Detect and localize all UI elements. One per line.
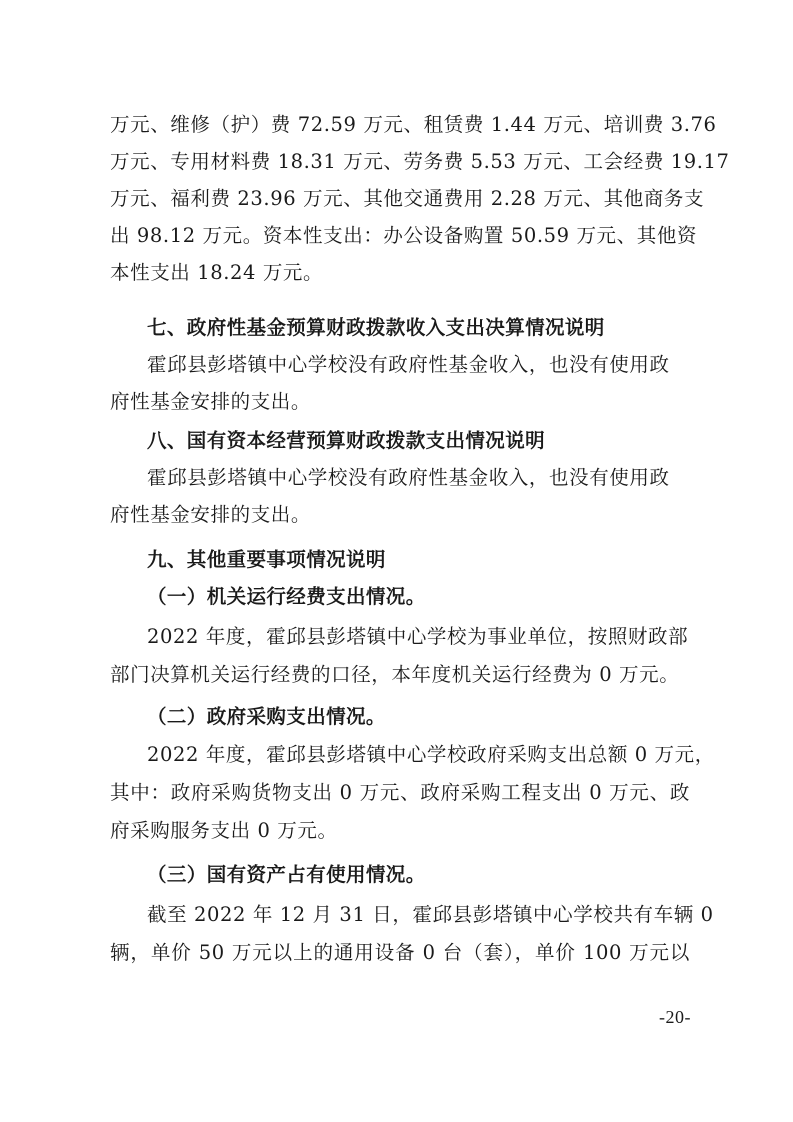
body-text-line: 辆，单价 50 万元以上的通用设备 0 台（套），单价 100 万元以: [110, 941, 690, 964]
body-text-line: 截至 2022 年 12 月 31 日，霍邱县彭塔镇中心学校共有车辆 0: [147, 903, 714, 926]
body-text-line: 府性基金安排的支出。: [110, 390, 312, 413]
subsection-heading-1: （一）机关运行经费支出情况。: [147, 585, 426, 608]
body-text-line: 万元、专用材料费 18.31 万元、劳务费 5.53 万元、工会经费 19.17: [110, 150, 730, 173]
body-text-line: 府采购服务支出 0 万元。: [110, 819, 338, 842]
section-heading-8: 八、国有资本经营预算财政拨款支出情况说明: [147, 429, 546, 452]
body-text-line: 万元、维修（护）费 72.59 万元、租赁费 1.44 万元、培训费 3.76: [110, 113, 717, 136]
body-text-line: 2022 年度，霍邱县彭塔镇中心学校为事业单位，按照财政部: [147, 625, 689, 648]
body-text-line: 霍邱县彭塔镇中心学校没有政府性基金收入，也没有使用政: [147, 353, 670, 376]
section-heading-7: 七、政府性基金预算财政拨款收入支出决算情况说明: [147, 316, 605, 339]
subsection-heading-3: （三）国有资产占有使用情况。: [147, 863, 426, 886]
body-text-line: 本性支出 18.24 万元。: [110, 261, 324, 284]
body-text-line: 出 98.12 万元。资本性支出：办公设备购置 50.59 万元、其他资: [110, 224, 698, 247]
section-heading-9: 九、其他重要事项情况说明: [147, 548, 386, 571]
body-text-line: 霍邱县彭塔镇中心学校没有政府性基金收入，也没有使用政: [147, 466, 670, 489]
body-text-line: 万元、福利费 23.96 万元、其他交通费用 2.28 万元、其他商务支: [110, 187, 705, 210]
body-text-line: 部门决算机关运行经费的口径，本年度机关运行经费为 0 万元。: [110, 663, 680, 686]
body-text-line: 2022 年度，霍邱县彭塔镇中心学校政府采购支出总额 0 万元，: [147, 743, 715, 766]
page-number: -20-: [659, 1007, 691, 1027]
body-text-line: 其中：政府采购货物支出 0 万元、政府采购工程支出 0 万元、政: [110, 781, 690, 804]
body-text-line: 府性基金安排的支出。: [110, 503, 312, 526]
subsection-heading-2: （二）政府采购支出情况。: [147, 705, 386, 728]
